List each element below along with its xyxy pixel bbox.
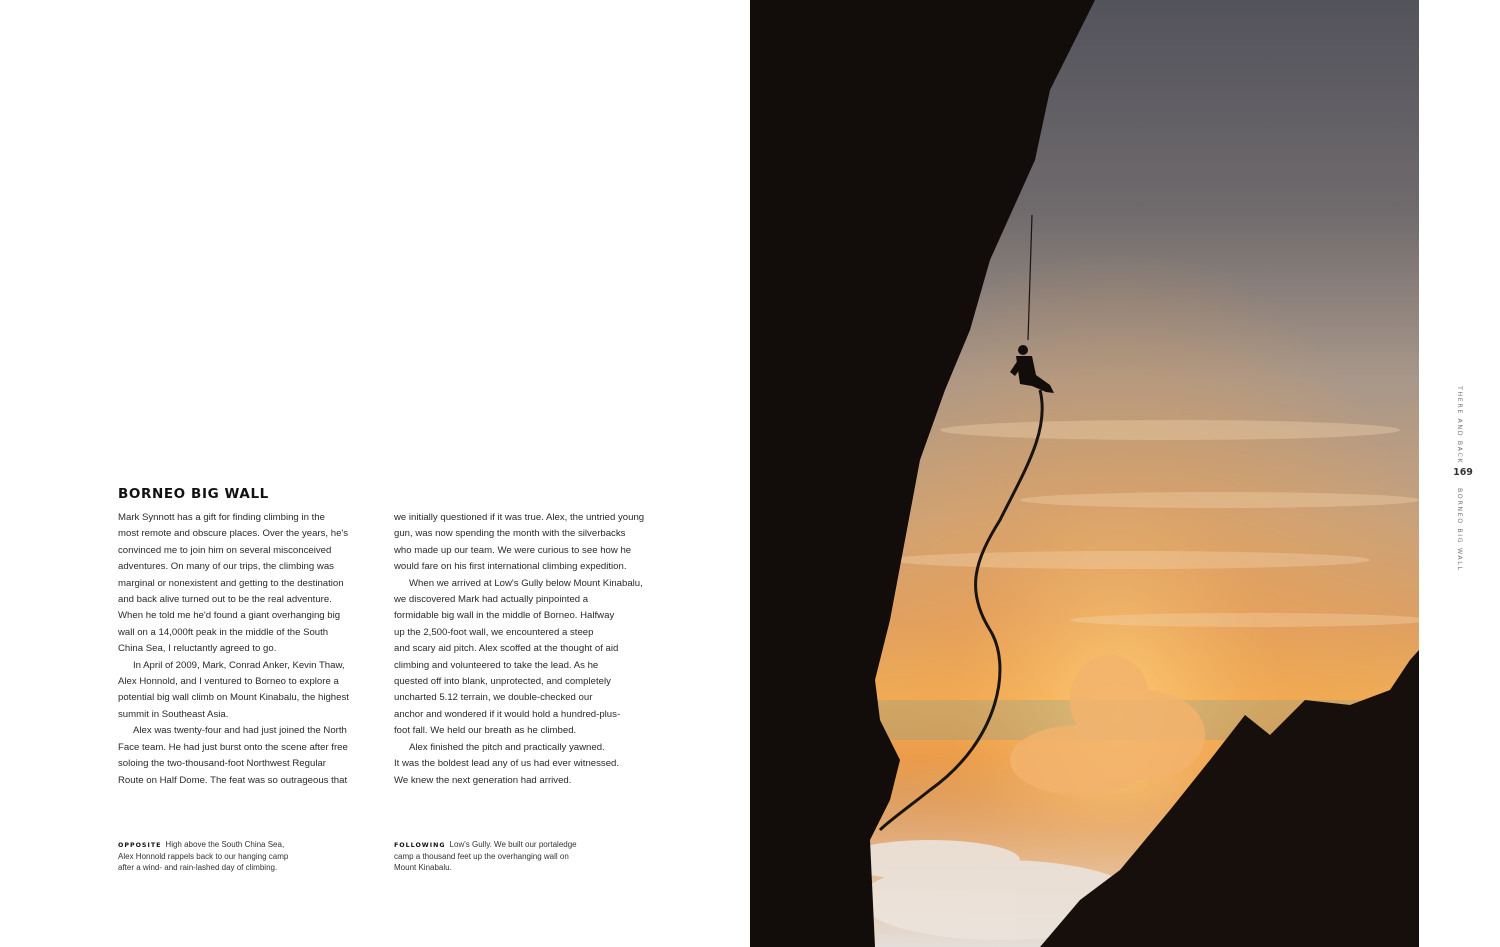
body-line: formidable big wall in the middle of Borneo. Halfway (394, 610, 615, 622)
body-line: We knew the next generation had arrived. (394, 774, 572, 786)
body-line: China Sea, I reluctantly agreed to go. (118, 643, 277, 655)
body-line: gun, was now spending the month with the silverbacks (394, 528, 626, 540)
body-line: convinced me to join him on several misconceived (118, 544, 332, 556)
caption-line: High above the South China Sea, (165, 840, 285, 849)
body-line: Alex Honnold, and I ventured to Borneo to explore a (118, 676, 339, 688)
caption-line: after a wind- and rain-lashed day of climbing. (118, 863, 278, 872)
body-line: It was the boldest lead any of us had ever witnessed. (394, 758, 620, 770)
body-line: summit in Southeast Asia. (118, 708, 229, 720)
caption-line: Low's Gully. We built our portaledge (449, 840, 577, 849)
caption-line: Alex Honnold rappels back to our hanging camp (118, 852, 289, 861)
body-column-1 (118, 510, 368, 789)
article-title: BORNEO BIG WALL (118, 486, 269, 502)
body-line: quested off into blank, unprotected, and completely (394, 676, 611, 688)
body-line: and scary aid pitch. Alex scoffed at the thought of aid (394, 643, 619, 655)
climber-photo (750, 0, 1419, 947)
running-head (1450, 383, 1476, 573)
body-column-2 (394, 510, 644, 789)
caption-following (394, 839, 634, 873)
body-line: soloing the two-thousand-foot Northwest Regular (118, 758, 326, 770)
sunset-cliff-illustration (750, 0, 1419, 947)
body-line: anchor and wondered if it would hold a hundred-plus- (394, 708, 621, 720)
body-line: Face team. He had just burst onto the scene after free (118, 741, 348, 753)
body-line: In April of 2009, Mark, Conrad Anker, Kevin Thaw, (133, 659, 345, 671)
chapter-title: BORNEO BIG WALL (1456, 488, 1463, 572)
caption-line: Mount Kinabalu. (394, 863, 452, 872)
caption-line: camp a thousand feet up the overhanging wall on (394, 852, 569, 861)
body-line: most remote and obscure places. Over the years, he's (118, 528, 349, 540)
body-line: Alex was twenty-four and had just joined the North (133, 725, 347, 737)
body-line: we initially questioned if it was true. Alex, the untried young (394, 512, 645, 523)
caption-opposite (118, 839, 358, 873)
body-line: we discovered Mark had actually pinpointed a (394, 594, 589, 606)
caption-label: OPPOSITE (118, 842, 162, 849)
body-line: wall on a 14,000ft peak in the middle of the South (118, 626, 329, 638)
body-line: Alex finished the pitch and practically yawned. (409, 741, 605, 753)
body-line: climbing and volunteered to take the lead. As he (394, 659, 599, 671)
body-line: adventures. On many of our trips, the climbing was (118, 561, 334, 573)
body-line: marginal or nonexistent and getting to the destination (118, 577, 344, 589)
body-line: foot fall. We held our breath as he climbed. (394, 725, 577, 737)
caption-label: FOLLOWING (394, 842, 446, 849)
body-line: When he told me he'd found a giant overhanging big (118, 610, 341, 622)
body-line: and back alive turned out to be the real adventure. (118, 594, 332, 606)
body-line: Route on Half Dome. The feat was so outrageous that (118, 774, 348, 786)
body-line: up the 2,500-foot wall, we encountered a steep (394, 626, 594, 638)
body-line: potential big wall climb on Mount Kinabalu, the highest (118, 692, 349, 704)
section-title: THERE AND BACK (1456, 386, 1463, 465)
body-line: would fare on his first international climbing expedition. (394, 561, 627, 573)
page-number: 169 (1453, 467, 1473, 478)
body-line: uncharted 5.12 terrain, we double-checked our (394, 692, 593, 704)
body-line: Mark Synnott has a gift for finding climbing in the (118, 512, 325, 523)
body-line: When we arrived at Low's Gully below Mount Kinabalu, (409, 577, 643, 589)
body-line: who made up our team. We were curious to see how he (394, 544, 632, 556)
